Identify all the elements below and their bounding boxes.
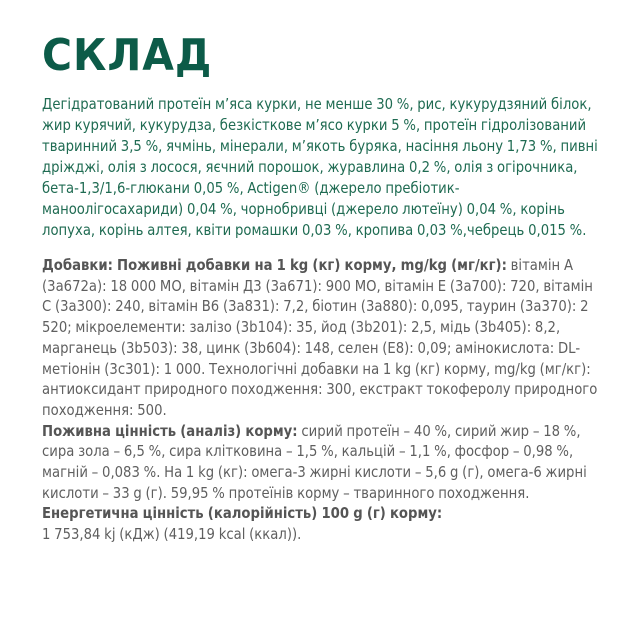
details-section bbox=[42, 256, 598, 546]
additives-label: Добавки: Поживні добавки на 1 kg (кг) корму, mg/kg (мг/кг): bbox=[42, 257, 507, 274]
energy-heading bbox=[42, 504, 598, 525]
energy-value: 1 753,84 kj (кДж) (419,19 kcal (ккал)). bbox=[42, 526, 302, 544]
analysis-paragraph bbox=[42, 422, 598, 505]
analysis-label: Поживна цінність (аналіз) корму: bbox=[42, 422, 298, 440]
energy-label: Енергетична цінність (калорійність) 100 g (г) корму: bbox=[42, 505, 443, 523]
composition-text: Дегідратований протеїн м’яса курки, не менше 30 %, рис, кукурудзяний білок, жир курячий, кукурудза, безкісткове м’ясо курки 5 %, протеїн гідролізований тваринний 3,5 %, ячмінь, мінерали, м’якоть буряка, насіння льону 1,73 %, пивні дріжджі, олія з лосося, яєчний порошок, журавлина 0,2 %, олія з огірочника, бета-1,3/1,6-глюкани 0,05 %, Actigen® (джерело пребіотик- маноолігосахариди) 0,04 %, чорнобривці (джерело лютеїну) 0,04 %, корінь лопуха, корінь алтея, квіти ромашки 0,03 %, кропива 0,03 %,чебрець 0,015 %. bbox=[42, 96, 598, 239]
analysis-text: сирий протеїн – 40 %, сирий жир – 18 %, сира зола – 6,5 %, сира клітковина – 1,5 %, кальцій – 1,1 %, фосфор – 0,98 %, магній – 0,083 %. На 1 kg (кг): омега-3 жирні кислоти – 5,6 g (г), омега-6 жирні кислоти – 33 g (г). 59,95 % протеїнів корму – тваринного походження. bbox=[42, 422, 587, 502]
additives-paragraph bbox=[42, 256, 598, 422]
additives-text: вітамін А (3а672а): 18 000 МО, вітамін Д3 (3а671): 900 МО, вітамін Е (3а700): 720, вітамін С (3а300): 240, вітамін В6 (3а831): 7,2, біотин (3а880): 0,095, таурин (3а370): 2 520; мікроелементи: залізо (3b104): 35, йод (3b201): 2,5, мідь (3b405): 8,2, марганець (3b503): 38, цинк (3b604): 148, селен (Е8): 0,09; амінокислота: DL-метіонін (3c301): 1 000. Технологічні добавки на 1 kg (кг) корму, mg/kg (мг/кг): антиоксидант природного походження: 300, екстракт токоферолу природного походження: 500. bbox=[42, 257, 598, 419]
label-panel bbox=[42, 30, 598, 544]
page-title: СКЛАД bbox=[42, 30, 213, 81]
